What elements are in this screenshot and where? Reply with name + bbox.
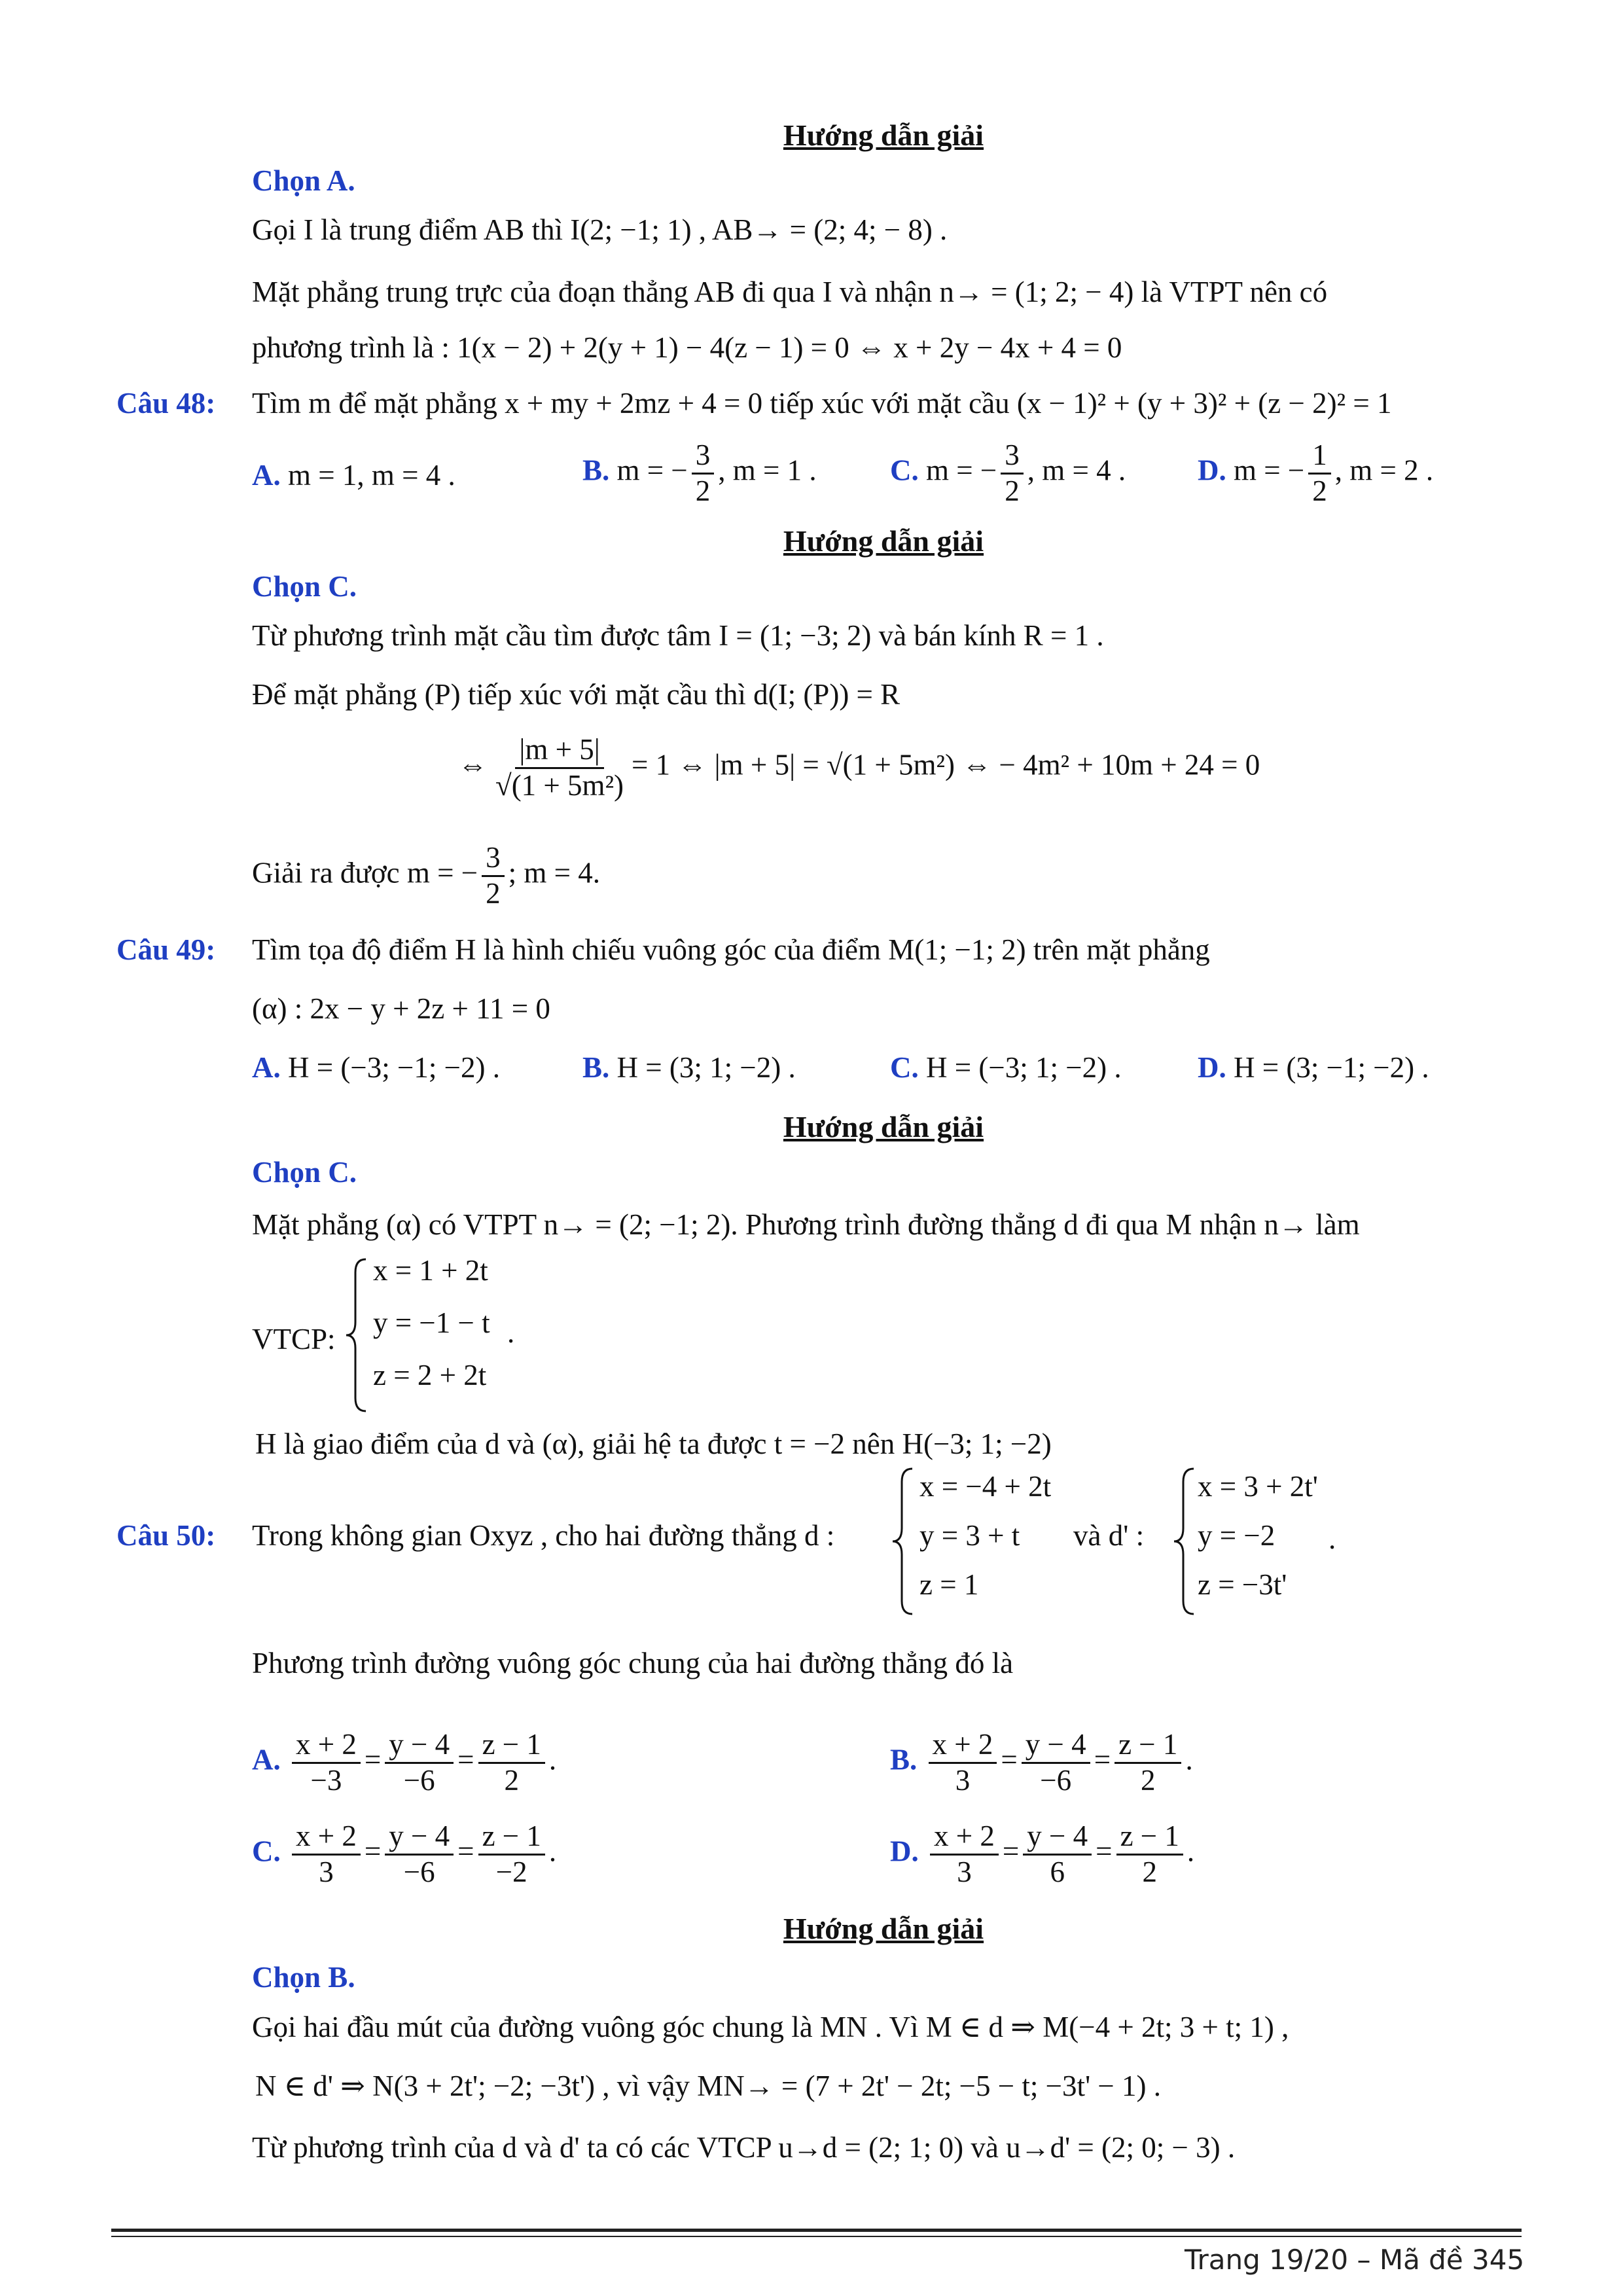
q48-equation: ⇔ $\frac{|m + 5|}{\text{√(1 + 5m²)}}$ = 1 ⇔ |m + 5| = √(1 + 5m²) ⇔ − 4m² + 10m + 24 = 0 xyxy=(458,733,1260,802)
option-letter: C. xyxy=(890,1051,919,1084)
fraction: $\frac{3}{2}$ xyxy=(1001,439,1024,509)
q49-option-a[interactable] xyxy=(252,1050,500,1085)
q49-option-b[interactable] xyxy=(582,1050,796,1085)
question-49-stem-1: Tìm tọa độ điểm H là hình chiếu vuông góc của điểm M(1; −1; 2) trên mặt phẳng xyxy=(252,933,1210,966)
fraction: $\frac{x + 2}{3}$ xyxy=(929,1728,997,1798)
fraction: $\frac{z - 1}{2}$ xyxy=(1115,1728,1181,1798)
option-text: m = − xyxy=(1234,454,1305,487)
option-text: m = 1, m = 4 . xyxy=(288,459,455,492)
question-49-label: Câu 49: xyxy=(116,933,216,966)
q49-option-c[interactable] xyxy=(890,1050,1122,1085)
solution-heading-47: Hướng dẫn giải xyxy=(783,118,984,152)
q50-d2-line-2: y = −2 xyxy=(1198,1519,1275,1552)
option-text: H = (3; −1; −2) . xyxy=(1234,1051,1429,1084)
q48-option-a[interactable] xyxy=(252,458,455,492)
option-text: H = (−3; −1; −2) . xyxy=(288,1051,500,1084)
q50-d-line-1: x = −4 + 2t xyxy=(919,1470,1052,1503)
option-letter: D. xyxy=(890,1835,919,1868)
fraction: $\frac{3}{2}$ xyxy=(482,841,505,911)
option-text: H = (−3; 1; −2) . xyxy=(926,1051,1122,1084)
q50-option-a[interactable]: A. $\frac{x + 2}{-3}$ = $\frac{y - 4}{-6}$ = $\frac{z - 1}{2}$ . xyxy=(252,1728,557,1797)
fraction: $\frac{z - 1}{-2}$ xyxy=(478,1820,545,1890)
fraction: $\frac{x + 2}{-3}$ xyxy=(292,1728,361,1798)
q47-sol-line1: Gọi I là trung điểm AB thì I(2; −1; 1) , AB→ = (2; 4; − 8) . xyxy=(252,213,948,246)
q50-d2-line-1: x = 3 + 2t' xyxy=(1198,1470,1318,1503)
q49-system-end: . xyxy=(507,1316,515,1349)
q50-option-c[interactable]: C. $\frac{x + 2}{3}$ = $\frac{y - 4}{-6}$ = $\frac{z - 1}{-2}$ . xyxy=(252,1820,557,1888)
q49-vtcp-label: VTCP: xyxy=(252,1323,336,1355)
q50-sol-line2: N ∈ d' ⇒ N(3 + 2t'; −2; −3t') , vì vậy MN→ = (7 + 2t' − 2t; −5 − t; −3t' − 1) . xyxy=(255,2070,1162,2102)
q47-sol-line2: Mặt phẳng trung trực của đoạn thẳng AB đi qua I và nhận n→ = (1; 2; − 4) là VTPT nên có xyxy=(252,276,1328,308)
option-text: m = − xyxy=(926,454,997,487)
q50-and: và d' : xyxy=(1073,1519,1145,1552)
q48-option-d[interactable] xyxy=(1198,439,1433,509)
question-50-label: Câu 50: xyxy=(116,1519,216,1552)
system-brace-d xyxy=(890,1466,916,1617)
footer-rule-thin xyxy=(111,2236,1522,2237)
fraction: $\frac{z - 1}{2}$ xyxy=(478,1728,545,1798)
q48-sol-line1: Từ phương trình mặt cầu tìm được tâm I = (1; −3; 2) và bán kính R = 1 . xyxy=(252,619,1104,652)
option-letter: D. xyxy=(1198,454,1226,487)
q49-sol-line1: Mặt phẳng (α) có VTPT n→ = (2; −1; 2). Phương trình đường thẳng d đi qua M nhận n→ làm xyxy=(252,1208,1360,1241)
fraction: $\frac{x + 2}{3}$ xyxy=(292,1820,361,1890)
q50-option-b[interactable]: B. $\frac{x + 2}{3}$ = $\frac{y - 4}{-6}$ = $\frac{z - 1}{2}$ . xyxy=(890,1728,1193,1797)
choice-49: Chọn C. xyxy=(252,1156,357,1189)
footer-rule-thick xyxy=(111,2229,1522,2232)
choice-47: Chọn A. xyxy=(252,164,355,197)
question-50-stem-2: Phương trình đường vuông góc chung của hai đường thẳng đó là xyxy=(252,1647,1014,1679)
option-letter: A. xyxy=(252,1051,281,1084)
q50-sol-line1: Gọi hai đầu mút của đường vuông góc chung là MN . Vì M ∈ d ⇒ M(−4 + 2t; 3 + t; 1) , xyxy=(252,2011,1289,2043)
fraction: $\frac{z - 1}{2}$ xyxy=(1116,1820,1183,1890)
question-48-label: Câu 48: xyxy=(116,387,216,420)
system-brace xyxy=(344,1257,370,1414)
system-brace-d2 xyxy=(1171,1466,1198,1617)
fraction: $\frac{3}{2}$ xyxy=(692,439,715,509)
q47-sol-line3: phương trình là : 1(x − 2) + 2(y + 1) − 4(z − 1) = 0 ⇔ x + 2y − 4x + 4 = 0 xyxy=(252,331,1122,364)
question-48-stem: Tìm m để mặt phẳng x + my + 2mz + 4 = 0 tiếp xúc với mặt cầu (x − 1)² + (y + 3)² + (z − 2)² = 1 xyxy=(252,387,1392,420)
q48-sol-line3: Giải ra được m = − $\frac{3}{2}$ ; m = 4. xyxy=(252,841,600,910)
q48-option-b[interactable] xyxy=(582,439,817,509)
fraction: $\frac{|m + 5|}{\text{√(1 + 5m²)}}$ xyxy=(495,733,624,802)
q48-option-c[interactable] xyxy=(890,439,1126,509)
option-letter: B. xyxy=(582,1051,610,1084)
fraction: $\frac{x + 2}{3}$ xyxy=(930,1820,999,1890)
solution-heading-50: Hướng dẫn giải xyxy=(783,1912,984,1945)
q49-system-line-1: x = 1 + 2t xyxy=(373,1254,488,1287)
option-text: m = − xyxy=(616,454,688,487)
fraction: $\frac{y - 4}{6}$ xyxy=(1023,1820,1092,1890)
q49-system-line-2: y = −1 − t xyxy=(373,1306,490,1339)
q49-system-line-3: z = 2 + 2t xyxy=(373,1359,487,1391)
option-text-post: , m = 4 . xyxy=(1027,454,1126,487)
q50-d2-line-3: z = −3t' xyxy=(1198,1568,1287,1601)
q50-d-line-2: y = 3 + t xyxy=(919,1519,1020,1552)
q50-d-line-3: z = 1 xyxy=(919,1568,979,1601)
question-49-stem-2: (α) : 2x − y + 2z + 11 = 0 xyxy=(252,992,550,1025)
fraction: $\frac{y - 4}{-6}$ xyxy=(385,1728,454,1798)
q50-option-d[interactable]: D. $\frac{x + 2}{3}$ = $\frac{y - 4}{6}$ = $\frac{z - 1}{2}$ . xyxy=(890,1820,1195,1888)
fraction: $\frac{y - 4}{-6}$ xyxy=(1022,1728,1090,1798)
option-letter: D. xyxy=(1198,1051,1226,1084)
option-text: H = (3; 1; −2) . xyxy=(616,1051,796,1084)
q48-sol-line2: Để mặt phẳng (P) tiếp xúc với mặt cầu thì d(I; (P)) = R xyxy=(252,678,901,711)
solution-heading-49: Hướng dẫn giải xyxy=(783,1110,984,1143)
q50-stem-end: . xyxy=(1329,1522,1336,1555)
option-letter: A. xyxy=(252,459,281,492)
solution-heading-48: Hướng dẫn giải xyxy=(783,524,984,558)
option-letter: C. xyxy=(890,454,919,487)
option-letter: B. xyxy=(890,1743,918,1776)
fraction: $\frac{1}{2}$ xyxy=(1308,439,1331,509)
option-letter: B. xyxy=(582,454,610,487)
q49-option-d[interactable] xyxy=(1198,1050,1429,1085)
fraction: $\frac{y - 4}{-6}$ xyxy=(385,1820,454,1890)
page-footer: Trang 19/20 – Mã đề 345 xyxy=(1185,2244,1525,2276)
q50-sol-line3: Từ phương trình của d và d' ta có các VTCP u→d = (2; 1; 0) và u→d' = (2; 0; − 3) . xyxy=(252,2131,1236,2164)
option-text-post: , m = 1 . xyxy=(718,454,817,487)
q49-sol-line2: H là giao điểm của d và (α), giải hệ ta được t = −2 nên H(−3; 1; −2) xyxy=(255,1427,1052,1460)
option-letter: C. xyxy=(252,1835,281,1868)
option-text-post: , m = 2 . xyxy=(1334,454,1434,487)
choice-50: Chọn B. xyxy=(252,1961,355,1994)
choice-48: Chọn C. xyxy=(252,570,357,603)
option-letter: A. xyxy=(252,1743,281,1776)
question-50-stem: Trong không gian Oxyz , cho hai đường thẳng d : xyxy=(252,1519,835,1552)
